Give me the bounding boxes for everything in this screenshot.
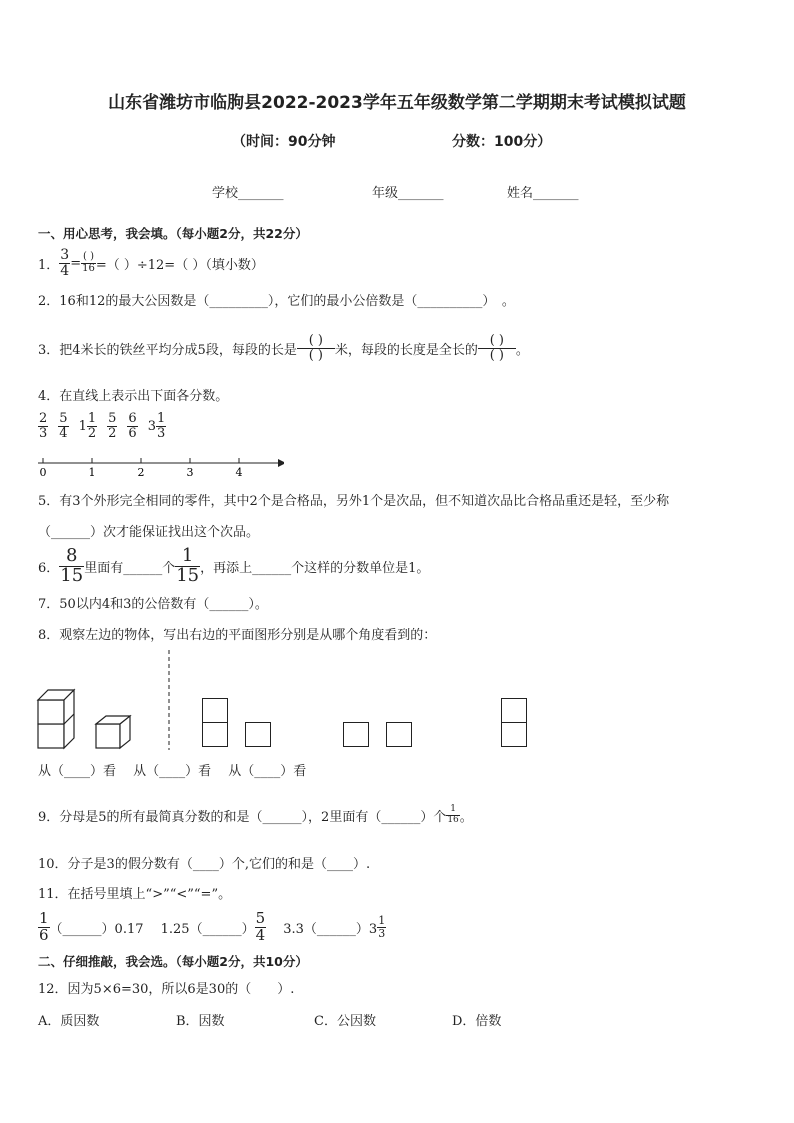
dashed-divider — [166, 650, 172, 750]
number-line-label: 1 — [88, 466, 96, 479]
q1-number: 1． — [38, 257, 60, 273]
question-12: 12．因为5×6=30，所以6是30的（ ）. — [38, 982, 295, 997]
q4-fraction: 1 $\frac{1}{2}$ — [78, 411, 97, 441]
q12-option-d: D．倍数 — [452, 1014, 502, 1029]
q1-blank-fraction: $\frac{( )}{16}$ — [82, 251, 95, 274]
number-line-label: 0 — [39, 466, 47, 479]
q4-fraction: $\frac{6}{6}$ — [128, 411, 137, 441]
question-5-line-2: （______）次才能保证找出这个次品。 — [38, 525, 260, 540]
q1-fraction: $\frac{3}{4}$ — [60, 246, 70, 279]
q8-answers: 从（____）看 从（____）看 从（____）看 — [38, 764, 307, 779]
q11-comparisons: $\frac{1}{6}$ （______）0.17 1.25（______） $\frac{5}{4}$ 3.3（______）3 $\frac{1}{3}$ — [39, 908, 386, 944]
q4-fraction: $\frac{5}{4}$ — [59, 411, 68, 441]
q6-fraction-2: $\frac{1}{15}$ — [176, 544, 200, 586]
q8-view3-square-bottom — [501, 722, 527, 747]
q12-option-a: A．质因数 — [38, 1014, 100, 1029]
number-line — [34, 454, 284, 480]
q12-option-c: C．公因数 — [314, 1014, 376, 1029]
q11-fraction-2: $\frac{5}{4}$ — [255, 908, 266, 944]
question-2: 2．16和12的最大公因数是（_________），它们的最小公倍数是（__________） 。 — [38, 294, 515, 309]
number-line-label: 3 — [186, 466, 194, 479]
question-8: 8．观察左边的物体，写出右边的平面图形分别是从哪个角度看到的： — [38, 628, 437, 643]
question-11: 11．在括号里填上“>”“<”“=”。 — [38, 887, 232, 902]
q9-fraction: $\frac{1}{16}$ — [447, 804, 459, 825]
q11-fraction-1: $\frac{1}{6}$ — [39, 908, 49, 944]
page-title: 山东省潍坊市临朐县2022-2023学年五年级数学第二学期期末考试模拟试题 — [108, 93, 686, 113]
q4-fraction-list — [38, 412, 166, 440]
question-6: 6． $\frac{8}{15}$ 里面有______个 $\frac{1}{15}$ ，再添上______个这样的分数单位是1。 — [38, 544, 430, 586]
question-9: 9．分母是5的所有最简真分数的和是（______），2里面有（______）个 $\frac{1}{16}$ 。 — [38, 804, 473, 825]
school-field: 学校_______ — [212, 186, 284, 201]
question-3: 3．把4米长的铁丝平均分成5段，每段的长是 $\frac{( )}{( )}$ 米，每段的长度是全长的 $\frac{( )}{( )}$ 。 — [38, 332, 529, 363]
q4-fraction: $\frac{2}{3}$ — [39, 411, 48, 441]
q3-blank-fraction-2: $\frac{( )}{( )}$ — [478, 334, 516, 362]
number-line-label: 2 — [137, 466, 145, 479]
q8-view1-square-top — [202, 698, 228, 723]
q12-option-b: B．因数 — [176, 1014, 225, 1029]
q8-solid-figure — [36, 686, 176, 752]
q8-view2-square-left — [343, 722, 369, 747]
exam-time: （时间：90分钟 — [232, 134, 336, 150]
section-1-title: 一、用心思考，我会填。（每小题2分，共22分） — [38, 226, 308, 241]
question-10: 10．分子是3的假分数有（____）个,它们的和是（____）. — [38, 857, 371, 872]
number-line-label: 4 — [235, 466, 243, 479]
q3-blank-fraction-1: $\frac{( )}{( )}$ — [297, 334, 335, 362]
question-1: 1． $\frac{3}{4}$ = $\frac{( )}{16}$ =（ ）÷12=（ ）（填小数） — [38, 246, 264, 279]
q8-view1-square-right — [245, 722, 271, 747]
q4-fraction: 3 $\frac{1}{3}$ — [147, 411, 166, 441]
question-4: 4．在直线上表示出下面各分数。 — [38, 389, 229, 404]
question-7: 7．50以内4和3的公倍数有（______）。 — [38, 597, 268, 612]
exam-score: 分数：100分） — [452, 134, 552, 150]
grade-field: 年级_______ — [372, 186, 444, 201]
q11-fraction-3: $\frac{1}{3}$ — [378, 913, 386, 940]
q8-view1-square-bottom — [202, 722, 228, 747]
section-2-title: 二、仔细推敲，我会选。（每小题2分，共10分） — [38, 954, 308, 969]
q8-view2-square-right — [386, 722, 412, 747]
q4-fraction: $\frac{5}{2}$ — [108, 411, 117, 441]
name-field: 姓名_______ — [507, 186, 579, 201]
question-5-line-1: 5．有3个外形完全相同的零件，其中2个是合格品，另外1个是次品，但不知道次品比合格品重还是轻，至少称 — [38, 494, 670, 509]
q6-fraction-1: $\frac{8}{15}$ — [60, 544, 84, 586]
q8-view3-square-top — [501, 698, 527, 723]
